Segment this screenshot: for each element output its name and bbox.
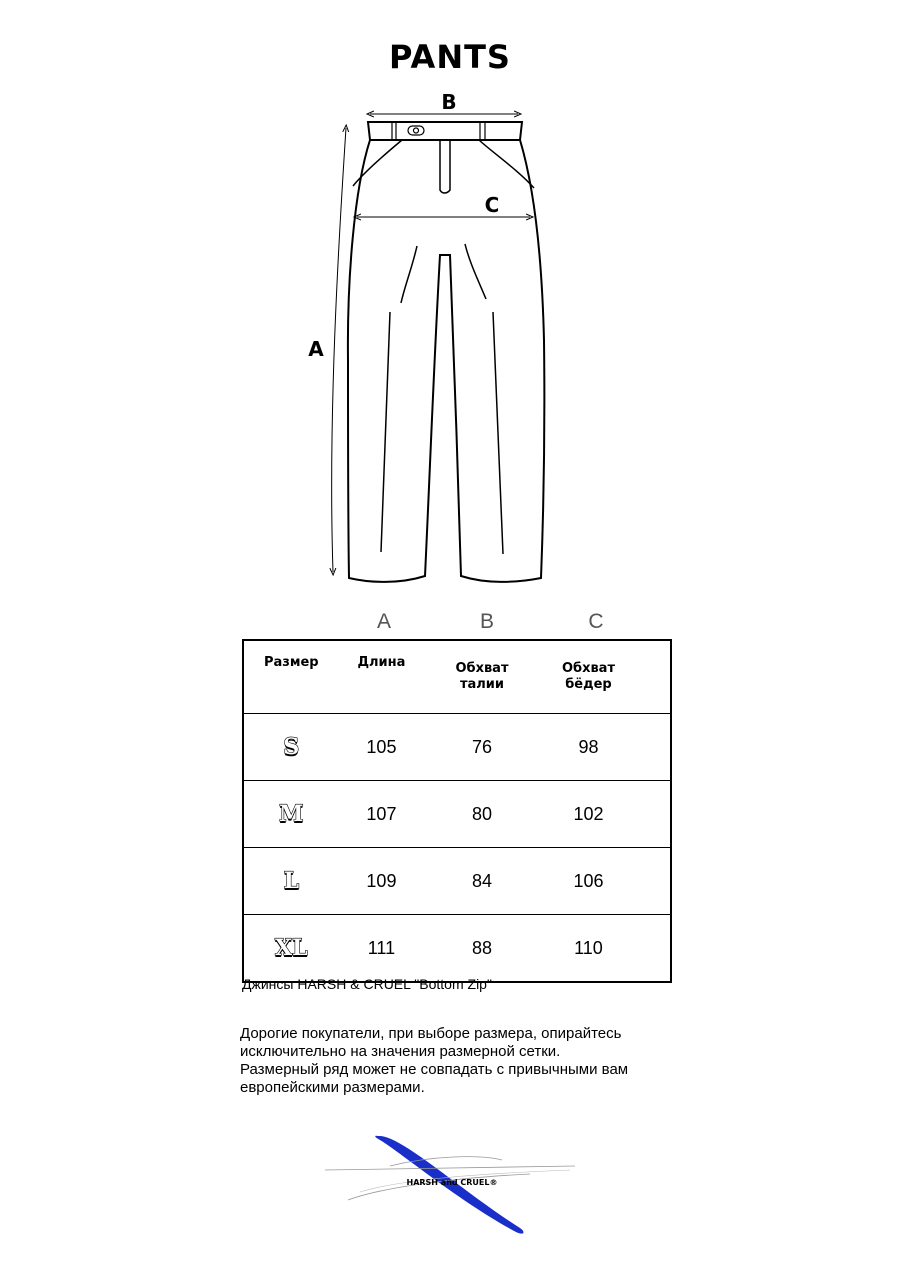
pants-diagram	[0, 0, 900, 600]
size-note	[240, 1025, 680, 1097]
size-label: S	[283, 734, 300, 760]
brand-logo	[320, 1130, 590, 1240]
hips-value: 106	[540, 848, 638, 915]
note-line: Размерный ряд может не совпадать с привычными вам	[240, 1061, 629, 1078]
page-title: PANTS	[389, 38, 511, 76]
hips-value: 98	[540, 714, 638, 781]
label-a: A	[308, 337, 324, 361]
note-line: европейскими размерами.	[240, 1079, 425, 1096]
table-row	[243, 848, 671, 915]
hips-value: 102	[540, 781, 638, 848]
length-value: 109	[339, 848, 425, 915]
hips-value: 110	[574, 937, 603, 958]
note-line: исключительно на значения размерной сетки.	[240, 1043, 561, 1060]
header-length: Длина	[339, 640, 425, 714]
product-caption: Джинсы HARSH & CRUEL "Bottom Zip"	[242, 976, 492, 992]
length-dimension-arrow	[332, 128, 346, 572]
waist-value: 88	[471, 937, 492, 958]
size-label: L	[283, 868, 300, 894]
column-letter-b: B	[479, 610, 495, 633]
pants-outline	[348, 140, 544, 582]
label-c: C	[484, 193, 500, 217]
header-size: Размер	[243, 640, 339, 714]
column-letter-a: A	[376, 610, 392, 633]
table-row	[243, 714, 671, 781]
size-label: XL	[275, 935, 308, 961]
logo-wordmark: HARSH and CRUEL®	[406, 1178, 498, 1187]
header-hips: Обхват бёдер	[540, 640, 638, 714]
waist-value: 84	[424, 848, 539, 915]
length-value: 111	[367, 937, 396, 958]
length-value: 105	[339, 714, 425, 781]
waistband	[368, 122, 522, 140]
note-line: Дорогие покупатели, при выборе размера, опирайтесь	[240, 1025, 622, 1042]
header-waist: Обхват талии	[424, 640, 539, 714]
size-chart-table	[242, 639, 672, 983]
waist-value: 76	[424, 714, 539, 781]
table-header-row	[243, 640, 671, 714]
size-label: M	[279, 801, 304, 827]
label-b: B	[441, 90, 457, 114]
table-row	[243, 915, 671, 983]
length-value: 107	[339, 781, 425, 848]
table-row	[243, 781, 671, 848]
waist-value: 80	[424, 781, 539, 848]
column-letter-c: C	[588, 610, 604, 633]
